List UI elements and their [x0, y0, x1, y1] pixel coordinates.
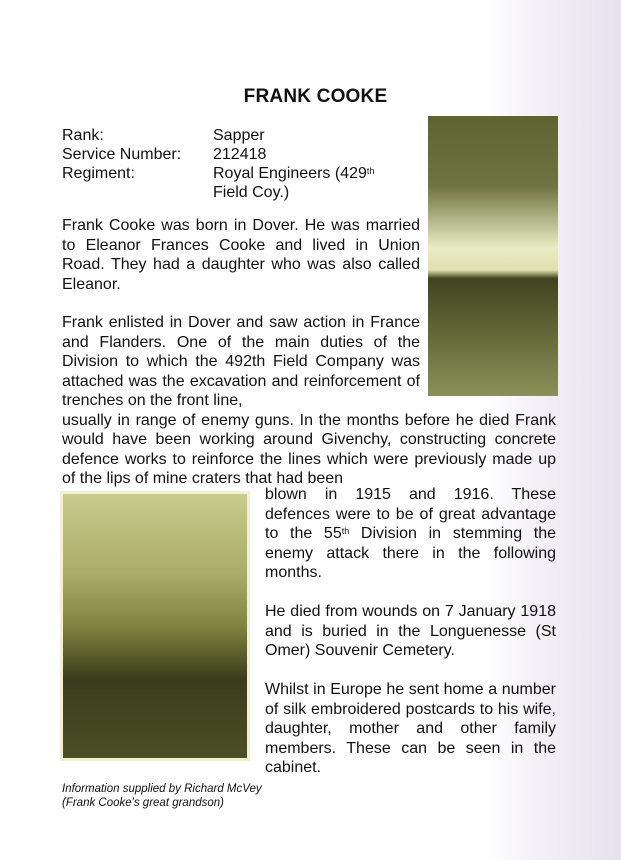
- ordinal-suffix: th: [341, 526, 350, 536]
- regiment-text-2: Field Coy.): [213, 184, 290, 201]
- service-number-label: Service Number:: [62, 146, 182, 163]
- paragraph-death: He died from wounds on 7 January 1918 and is buried in the Longuenesse (St Omer) Souvenir Cemetery.: [265, 603, 556, 659]
- paragraph-defences: [265, 485, 556, 583]
- rank-value: Sapper: [213, 127, 265, 144]
- regiment-row: [62, 164, 423, 202]
- title-text: FRANK COOKE: [243, 86, 388, 107]
- paragraph-service-part1: Frank enlisted in Dover and saw action in France and Flanders. One of the main duties of the Division to which the 492th Field Company was attached was the excavation and reinforcement of trenches on the front line,: [62, 314, 420, 409]
- rank-label: Rank:: [62, 127, 104, 144]
- paragraph-birth: Frank Cooke was born in Dover. He was married to Eleanor Frances Cooke and lived in Union Road. They had a daughter who was also called Eleanor.: [62, 217, 420, 293]
- regiment-text: Royal Engineers (429: [213, 165, 367, 182]
- regiment-label: Regiment:: [62, 165, 135, 182]
- service-number-row: [62, 145, 423, 164]
- service-number-value: 212418: [213, 146, 267, 163]
- credit-note: [62, 782, 262, 810]
- regiment-value: [213, 164, 423, 202]
- credit-line-2: (Frank Cooke's great grandson): [62, 797, 224, 809]
- credit-line-1: Information supplied by Richard McVey: [62, 783, 262, 795]
- defences-text-2: Division in stemming the enemy attack there in the following months.: [265, 525, 556, 581]
- page-title: [0, 86, 621, 108]
- service-details: [62, 126, 423, 202]
- ordinal-suffix: th: [366, 166, 375, 176]
- grave-photo: [60, 491, 250, 761]
- paragraph-service: [62, 313, 556, 489]
- rank-row: [62, 126, 423, 145]
- paragraph-postcards: Whilst in Europe he sent home a number of silk embroidered postcards to his wife, daughter, mother and other family members. These can be seen in the cabinet.: [265, 681, 556, 776]
- paragraph-service-part2: usually in range of enemy guns. In the months before he died Frank would have been working around Givenchy, constructing concrete defence works to reinforce the lines which were previously made up of the lips of mine craters that had been: [62, 411, 556, 487]
- defences-text: blown in 1915 and 1916. These defences were to be of great advantage to the 55: [265, 486, 556, 542]
